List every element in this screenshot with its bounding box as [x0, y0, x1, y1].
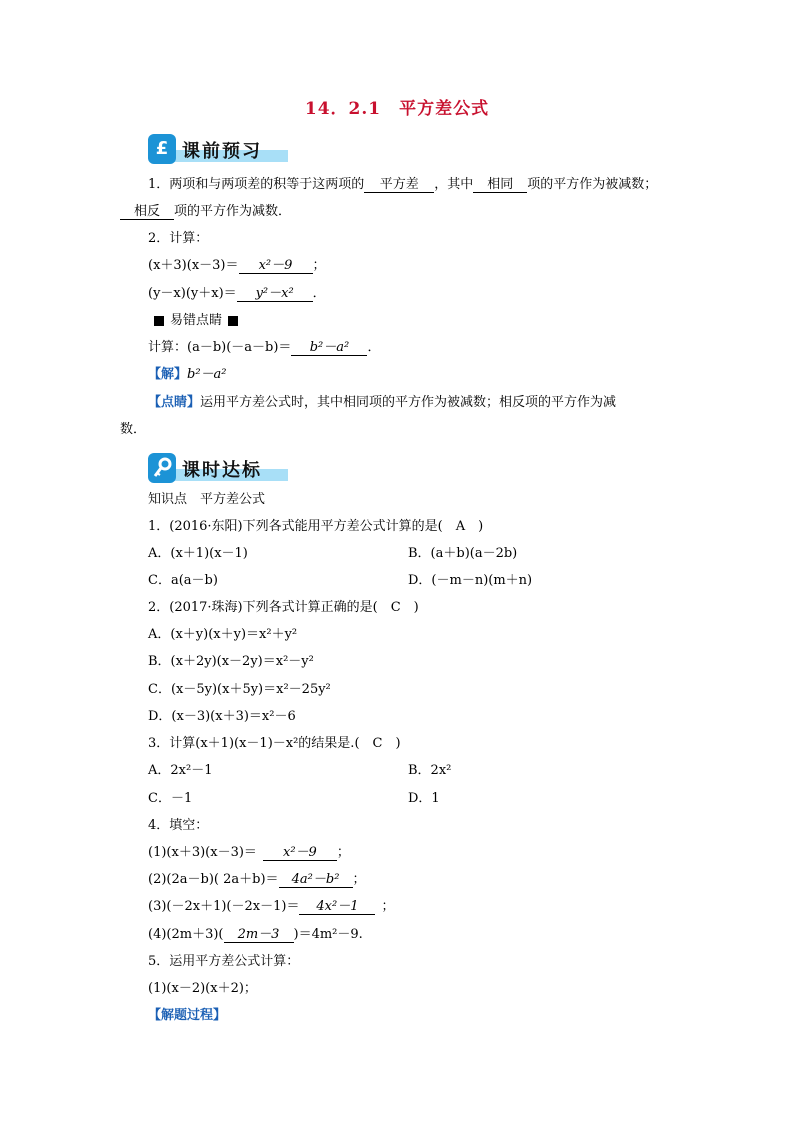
q2b-expr: (y－x)(y＋x)＝ — [148, 286, 237, 301]
q4-4-expr: (4)(2m＋3)( — [148, 927, 224, 942]
q4-part-4 — [148, 926, 363, 944]
q1-option-c: C．a(a－b) — [148, 573, 218, 588]
key-icon — [148, 453, 176, 483]
q4-3-end: ； — [381, 899, 395, 914]
square-icon — [228, 316, 238, 326]
knowledge-point: 知识点 平方差公式 — [148, 492, 266, 507]
q4-2-end: ； — [352, 872, 366, 887]
error-tip-title: 易错点睛 — [170, 313, 223, 328]
practice-q4: 4．填空： — [148, 818, 209, 833]
q1-blank-3: 相反 — [120, 204, 174, 220]
section-label: 课时达标 — [182, 460, 262, 481]
q3-option-d: D．1 — [408, 791, 440, 806]
preview-q2a — [148, 257, 326, 275]
q3-option-c: C．－1 — [148, 791, 193, 806]
q2b-blank: y²－x² — [237, 286, 313, 302]
q1-text: ，其中 — [434, 177, 474, 192]
preview-q1-line1 — [148, 176, 657, 194]
calc-expr: 计算：(a－b)(－a－b)＝ — [148, 340, 292, 355]
q4-part-2 — [148, 871, 366, 889]
q5-part-1: (1)(x－2)(x＋2)； — [148, 981, 257, 996]
q2b-end: ． — [312, 286, 326, 301]
solution-line — [148, 366, 227, 384]
tip-line-2: 数． — [120, 422, 147, 437]
calc-blank: b²－a² — [291, 340, 367, 356]
q4-1-end: ； — [336, 845, 350, 860]
q4-part-1 — [148, 844, 350, 862]
q4-2-blank: 4a²－b² — [279, 872, 353, 888]
section-header-practice — [148, 451, 298, 485]
q1-option-d: D．(－m－n)(m＋n) — [408, 573, 533, 588]
section-header-preview — [148, 132, 298, 166]
q1-text: 项的平方作为被减数； — [527, 177, 658, 192]
q4-1-blank: x²－9 — [263, 845, 337, 861]
tip-text: 运用平方差公式时，其中相同项的平方作为被减数；相反项的平方作为减 — [200, 395, 617, 410]
key-icon-svg — [148, 453, 176, 483]
q3-option-a: A．2x²－1 — [148, 763, 213, 778]
preview-q1-line2 — [120, 203, 291, 221]
q2a-end: ； — [312, 258, 326, 273]
practice-q3: 3．计算(x＋1)(x－1)－x²的结果是.( C ) — [148, 736, 401, 751]
q2a-expr: (x＋3)(x－3)＝ — [148, 258, 239, 273]
q1-text: 项的平方作为减数． — [174, 204, 292, 219]
q4-3-blank: 4x²－1 — [299, 899, 375, 915]
calc-end: ． — [367, 340, 381, 355]
q1-option-b: B．(a＋b)(a－2b) — [408, 546, 518, 561]
practice-q1: 1．(2016·东阳)下列各式能用平方差公式计算的是( A ) — [148, 519, 484, 534]
q1-blank-1: 平方差 — [364, 177, 434, 193]
solution-process-tag: 【解题过程】 — [148, 1008, 227, 1023]
error-tip-heading — [154, 312, 244, 330]
solution-value: b²－a² — [187, 367, 227, 382]
page-title: 14．2.1 平方差公式 — [304, 99, 490, 119]
tip-tag: 【点睛】 — [148, 395, 201, 410]
q4-1-expr: (1)(x＋3)(x－3)＝ — [148, 845, 257, 860]
q1-blank-2: 相同 — [473, 177, 527, 193]
q4-4-blank: 2m－3 — [224, 927, 294, 943]
square-icon — [154, 316, 164, 326]
q2-option-b: B．(x＋2y)(x－2y)＝x²－y² — [148, 654, 314, 669]
q4-3-expr: (3)(－2x＋1)(－2x－1)＝ — [148, 899, 300, 914]
preview-q2: 2．计算： — [148, 231, 209, 246]
tip-line-1 — [148, 394, 616, 412]
q4-4-end: )＝4m²－9. — [293, 927, 363, 942]
q2-option-a: A．(x＋y)(x＋y)＝x²＋y² — [148, 627, 298, 642]
q2-option-d: D．(x－3)(x＋3)＝x²－6 — [148, 709, 296, 724]
q2a-blank: x²－9 — [239, 258, 313, 274]
q1-text: 1．两项和与两项差的积等于这两项的 — [148, 177, 365, 192]
practice-q2: 2．(2017·珠海)下列各式计算正确的是( C ) — [148, 600, 419, 615]
q3-option-b: B．2x² — [408, 763, 452, 778]
q1-option-a: A．(x＋1)(x－1) — [148, 546, 248, 561]
q4-part-3 — [148, 898, 394, 916]
pound-icon: £ — [148, 134, 176, 164]
section-label: 课前预习 — [182, 141, 262, 162]
practice-q5: 5．运用平方差公式计算： — [148, 954, 300, 969]
preview-q2b — [148, 285, 326, 303]
preview-calc — [148, 339, 380, 357]
solution-tag: 【解】 — [148, 367, 188, 382]
q4-2-expr: (2)(2a－b)( 2a＋b)＝ — [148, 872, 279, 887]
q2-option-c: C．(x－5y)(x＋5y)＝x²－25y² — [148, 682, 331, 697]
